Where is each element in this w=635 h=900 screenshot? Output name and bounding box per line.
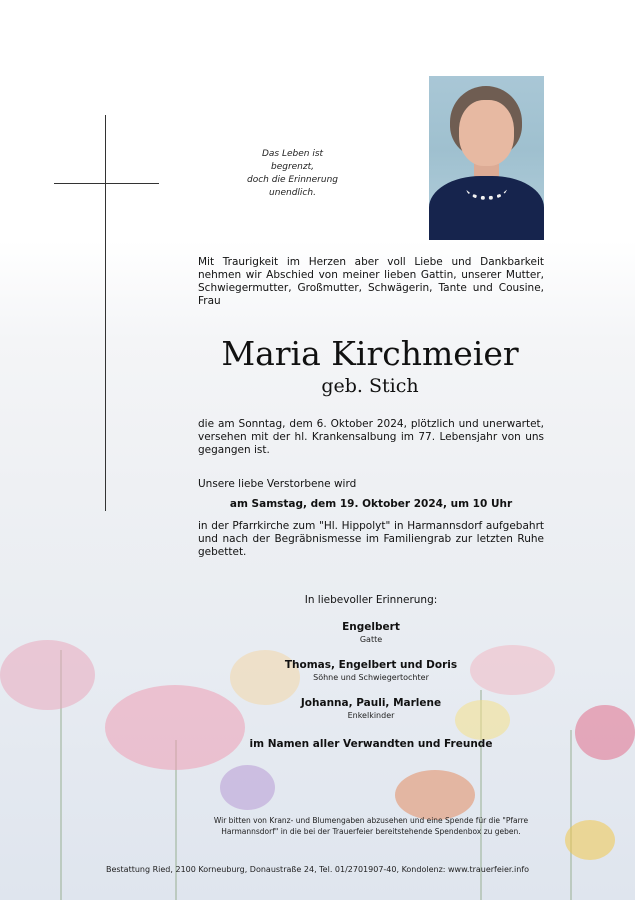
quote-line: Das Leben ist [261, 149, 324, 159]
ceremony-date: am Samstag, dem 19. Oktober 2024, um 10 Uhr [229, 498, 513, 510]
memorial-quote [235, 148, 350, 200]
mourner-names: Engelbert [342, 621, 400, 633]
cosmos-flower [220, 765, 275, 810]
memory-heading: In liebevoller Erinnerung: [304, 594, 438, 606]
cosmos-flower [565, 820, 615, 860]
deceased-name: Maria Kirchmeier [221, 334, 519, 373]
funeral-home-footer: Bestattung Ried, 2100 Korneuburg, Donaustraße 24, Tel. 01/2701907-40, Kondolenz: www.trauerfeier.info [105, 865, 530, 874]
intro-text: Mit Traurigkeit im Herzen aber voll Liebe und Dankbarkeit nehmen wir Abschied von meiner lieben Gattin, unserer Mutter, Schwiegermutter, Großmutter, Schwägerin, Tante und Cousine, Frau [198, 256, 544, 307]
mourner-names: Johanna, Pauli, Marlene [300, 697, 442, 709]
cosmos-flower [575, 705, 635, 760]
quote-line: doch die Erinnerung [247, 175, 338, 185]
donation-note: Wir bitten von Kranz- und Blumengaben abzusehen und eine Spende für die "Pfarre Harmannsdorf" in die bei der Trauerfeier bereitstehende Spendenbox zu geben. [213, 816, 529, 836]
mourner-relation: Enkelkinder [347, 711, 395, 720]
quote-line: unendlich. [269, 188, 316, 198]
portrait-photo [429, 76, 544, 240]
laid-out-intro: Unsere liebe Verstorbene wird [198, 478, 357, 490]
ceremony-place: in der Pfarrkirche zum "Hl. Hippolyt" in Harmannsdorf aufgebahrt und nach der Begräbnismesse im Familiengrab zur letzten Ruhe gebettet. [198, 520, 544, 558]
mourner-group [198, 659, 544, 683]
mourner-relation: Söhne und Schwiegertochter [313, 673, 429, 682]
maiden-name: geb. Stich [321, 375, 419, 397]
mourner-names: Thomas, Engelbert und Doris [284, 659, 458, 671]
mourner-relation: Gatte [359, 635, 383, 644]
mourner-group [198, 621, 544, 645]
cosmos-flower [0, 640, 95, 710]
portrait-necklace [466, 176, 507, 200]
cross-vertical [105, 115, 106, 511]
portrait-face [459, 100, 514, 166]
cross-horizontal [54, 183, 159, 184]
cosmos-flower [395, 770, 475, 820]
mourner-group [198, 697, 544, 721]
closing-line: im Namen aller Verwandten und Freunde [249, 738, 493, 750]
quote-line: begrenzt, [270, 162, 315, 172]
flower-stem [570, 730, 572, 900]
death-text: die am Sonntag, dem 6. Oktober 2024, plötzlich und unerwartet, versehen mit der hl. Krankensalbung im 77. Lebensjahr von uns gegangen ist. [198, 418, 544, 456]
